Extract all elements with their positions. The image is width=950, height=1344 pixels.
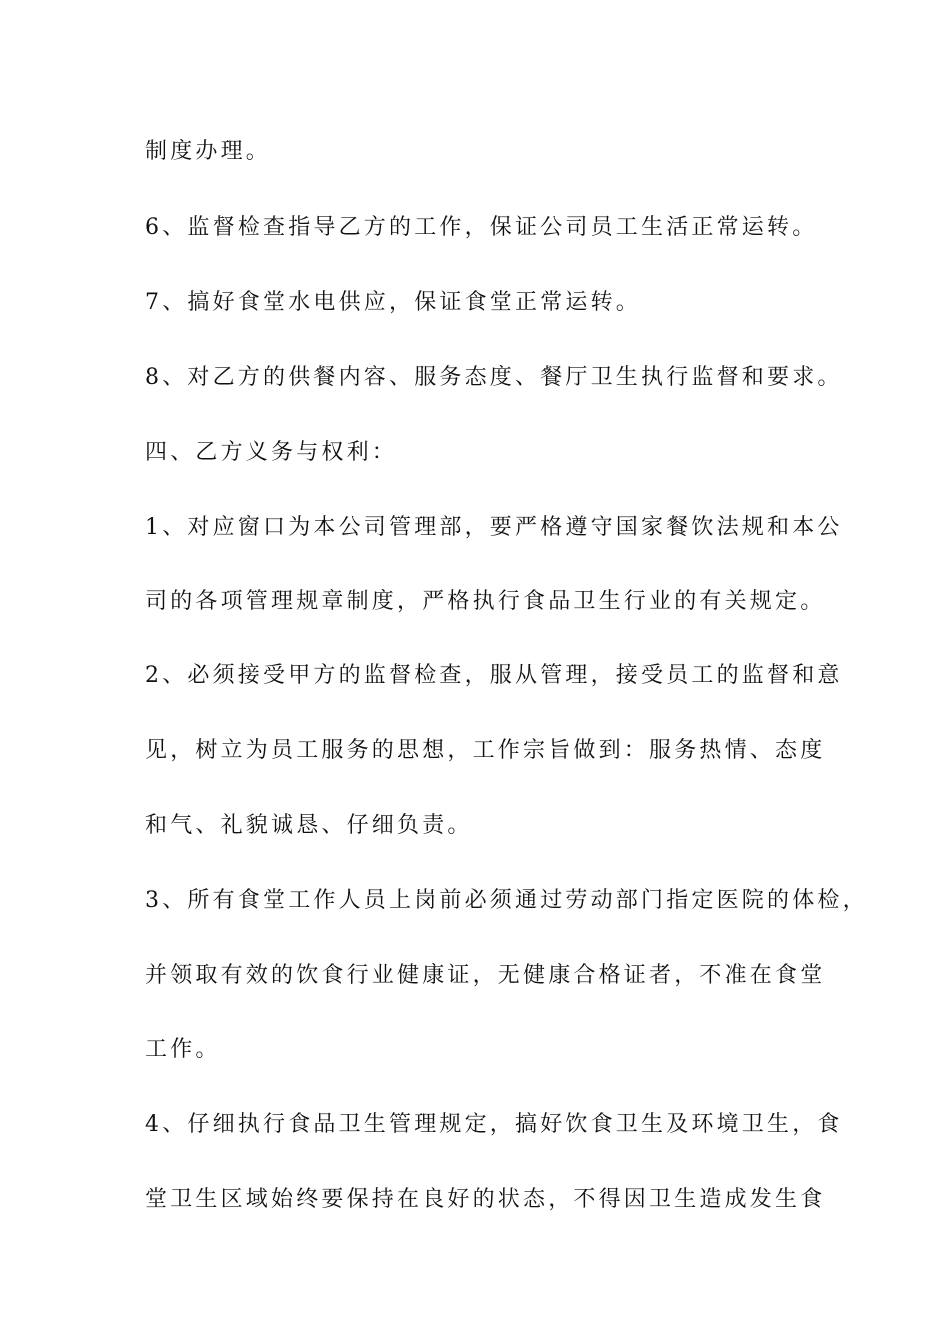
text-line-15: 堂卫生区域始终要保持在良好的状态，不得因卫生造成发生食 bbox=[145, 1187, 826, 1212]
text-line-11: 3、所有食堂工作人员上岗前必须通过劳动部门指定医院的体检， bbox=[145, 888, 868, 913]
text-line-14: 4、仔细执行食品卫生管理规定，搞好饮食卫生及环境卫生，食 bbox=[145, 1112, 843, 1137]
text-line-9: 见，树立为员工服务的思想，工作宗旨做到：服务热情、态度 bbox=[145, 738, 826, 763]
text-line-4: 8、对乙方的供餐内容、服务态度、餐厅卫生执行监督和要求。 bbox=[145, 365, 843, 390]
text-line-2: 6、监督检查指导乙方的工作，保证公司员工生活正常运转。 bbox=[145, 215, 818, 240]
text-line-3: 7、搞好食堂水电供应，保证食堂正常运转。 bbox=[145, 290, 641, 315]
text-line-13: 工作。 bbox=[145, 1037, 221, 1062]
text-line-8: 2、必须接受甲方的监督检查，服从管理，接受员工的监督和意 bbox=[145, 663, 843, 688]
text-line-6: 1、对应窗口为本公司管理部，要严格遵守国家餐饮法规和本公 bbox=[145, 515, 843, 540]
text-line-12: 并领取有效的饮食行业健康证，无健康合格证者，不准在食堂 bbox=[145, 963, 826, 988]
text-line-7: 司的各项管理规章制度，严格执行食品卫生行业的有关规定。 bbox=[145, 589, 826, 614]
text-line-10: 和气、礼貌诚恳、仔细负责。 bbox=[145, 813, 473, 838]
section-heading: 四、乙方义务与权利： bbox=[145, 440, 398, 465]
text-line-1: 制度办理。 bbox=[145, 139, 272, 164]
